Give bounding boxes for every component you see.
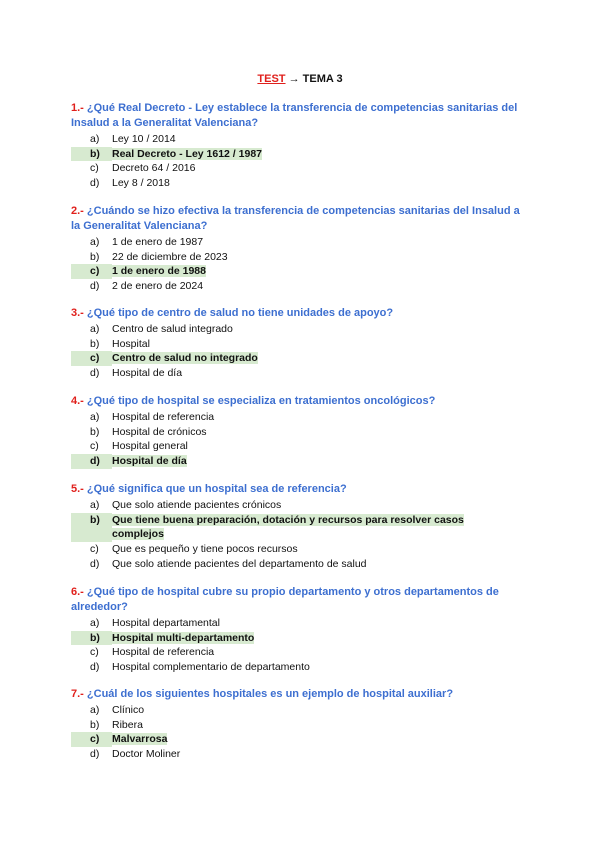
answer-option: b) Hospital: [90, 337, 150, 350]
answer-option: a) Centro de salud integrado: [90, 323, 233, 335]
answer-option-correct: c) Centro de salud no integrado: [71, 351, 531, 366]
answer-option: d) Ley 8 / 2018: [90, 177, 170, 190]
answer-option-correct: d) Hospital de día: [71, 454, 531, 469]
question-2: [71, 204, 531, 294]
title-test: TEST: [257, 73, 286, 85]
question-7: [71, 687, 531, 762]
answer-option: b) Ribera: [90, 718, 143, 731]
question-4: [71, 394, 531, 469]
question-text: 7.- ¿Cuál de los siguientes hospitales es un ejemplo de hospital auxiliar?: [71, 688, 454, 700]
answer-option-correct: c) 1 de enero de 1988: [71, 264, 531, 279]
question-number: 5.-: [71, 483, 84, 495]
answer-option: d) Hospital complementario de departamento: [90, 661, 310, 674]
answer-option: d) Que solo atiende pacientes del departamento de salud: [90, 557, 367, 570]
answer-option: c) Hospital de referencia: [90, 646, 215, 659]
question-3: [71, 306, 531, 381]
question-1: [71, 101, 531, 191]
question-text: 4.- ¿Qué tipo de hospital se especializa en tratamientos oncológicos?: [71, 395, 436, 407]
title-topic: → TEMA 3: [285, 73, 343, 85]
answer-option: b) 22 de diciembre de 2023: [90, 250, 228, 263]
question-number: 2.-: [71, 205, 84, 217]
question-text: 5.- ¿Qué significa que un hospital sea de referencia?: [71, 483, 347, 495]
question-text: 2.- ¿Cuándo se hizo efectiva la transferencia de competencias sanitarias del Insalud a la Generalitat Valenciana?: [71, 205, 520, 232]
question-text: 6.- ¿Qué tipo de hospital cubre su propio departamento y otros departamentos de alrededor?: [71, 586, 499, 613]
answer-option-correct: b) Que tiene buena preparación, dotación y recursos para resolver casos complejos: [71, 513, 531, 542]
question-text: 1.- ¿Qué Real Decreto - Ley establece la transferencia de competencias sanitarias del Insalud a la Generalitat Valenciana?: [71, 102, 518, 129]
answer-option: b) Hospital de crónicos: [90, 425, 207, 438]
answer-option: d) Doctor Moliner: [90, 748, 181, 761]
answer-option: c) Decreto 64 / 2016: [90, 162, 196, 175]
answer-option: c) Que es pequeño y tiene pocos recursos: [90, 543, 298, 556]
question-5: [71, 482, 531, 572]
answer-option: d) 2 de enero de 2024: [90, 280, 204, 293]
answer-option: a) Hospital departamental: [90, 617, 220, 629]
question-6: [71, 585, 531, 675]
answer-option: a) Que solo atiende pacientes crónicos: [90, 499, 282, 511]
answer-option-correct: c) Malvarrosa: [71, 732, 531, 747]
answer-option: c) Hospital general: [90, 440, 188, 453]
question-number: 4.-: [71, 395, 84, 407]
answer-option: d) Hospital de día: [90, 367, 183, 380]
answer-option: a) 1 de enero de 1987: [90, 236, 204, 248]
question-number: 1.-: [71, 102, 84, 114]
question-number: 7.-: [71, 688, 84, 700]
question-number: 3.-: [71, 307, 84, 319]
answer-option-correct: b) Real Decreto - Ley 1612 / 1987: [71, 147, 531, 162]
question-number: 6.-: [71, 586, 84, 598]
answer-option: a) Ley 10 / 2014: [90, 133, 176, 145]
answer-option: a) Hospital de referencia: [90, 411, 215, 423]
answer-option: a) Clínico: [90, 704, 145, 716]
question-text: 3.- ¿Qué tipo de centro de salud no tiene unidades de apoyo?: [71, 307, 394, 319]
answer-option-correct: b) Hospital multi-departamento: [71, 631, 531, 646]
page-title: [0, 73, 600, 85]
